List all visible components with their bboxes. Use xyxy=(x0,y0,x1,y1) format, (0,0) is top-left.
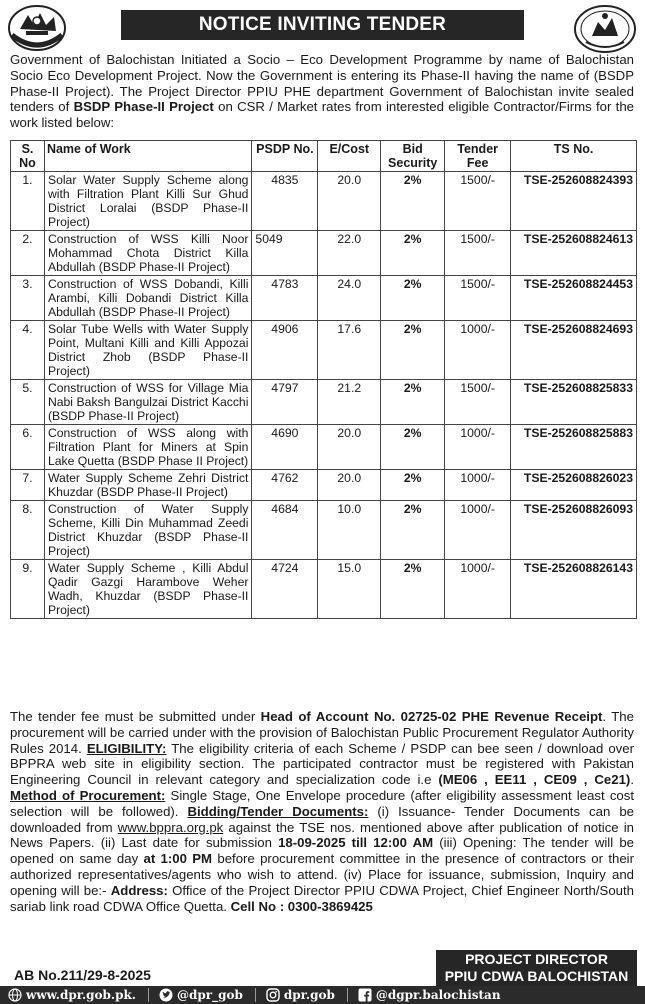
row-work-name: Construction of Water Supply Scheme, Killi Din Muhammad Zeedi District Khuzdar (BSDP Phase-II Project) xyxy=(44,501,251,560)
ab-number: AB No.211/29-8-2025 xyxy=(14,967,151,983)
table-row xyxy=(11,276,637,321)
row-estimated-cost: 24.0 xyxy=(318,276,381,321)
row-work-name: Solar Tube Wells with Water Supply Point, Multani Killi and Killi Appozai District Zhob (BSDP Phase-II Project) xyxy=(44,321,251,380)
notice-title: NOTICE INVITING TENDER xyxy=(121,10,524,40)
director-title: PROJECT DIRECTOR xyxy=(465,951,608,967)
row-psdp-no: 4724 xyxy=(252,560,318,619)
row-work-name: Construction of WSS Dobandi, Killi Arambi, Killi Dobandi District Killa Abdullah (BSDP Phase-II Project) xyxy=(44,276,251,321)
row-work-name: Construction of WSS along with Filtration Plant for Miners at Spin Lake Quetta (BSDP Phase II Project) xyxy=(44,425,251,470)
row-estimated-cost: 20.0 xyxy=(318,172,381,231)
row-ts-no: TSE-252608824393 xyxy=(511,172,637,231)
table-row xyxy=(11,380,637,425)
row-estimated-cost: 20.0 xyxy=(318,470,381,501)
facebook-icon xyxy=(358,988,372,1002)
tender-table xyxy=(10,140,637,619)
row-estimated-cost: 21.2 xyxy=(318,380,381,425)
row-ts-no: TSE-252608825883 xyxy=(511,425,637,470)
submission-deadline: 18-09-2025 till 12:00 AM xyxy=(278,835,434,851)
row-sno: 6. xyxy=(11,425,45,470)
header-psdp: PSDP No. xyxy=(252,141,318,172)
row-psdp-no: 4906 xyxy=(252,321,318,380)
row-bid-security: 2% xyxy=(381,231,445,276)
row-work-name: Solar Water Supply Scheme along with Filtration Plant Killi Sur Ghud District Loralai (BSDP Phase-II Project) xyxy=(44,172,251,231)
footer-bar xyxy=(0,986,645,1004)
row-bid-security: 2% xyxy=(381,425,445,470)
row-estimated-cost: 20.0 xyxy=(318,425,381,470)
row-work-name: Water Supply Scheme Zehri District Khuzdar (BSDP Phase-II Project) xyxy=(44,470,251,501)
row-tender-fee: 1500/- xyxy=(445,231,511,276)
row-ts-no: TSE-252608826143 xyxy=(511,560,637,619)
terms-paragraph: The tender fee must be submitted under Head of Account No. 02725-02 PHE Revenue Receipt. The procurement will be carried under with the provision of Balochistan Public Procurement Regulator Authority Rules 2014. ELIGIBILITY: The eligibility criteria of each Scheme / PSDP can bee seen / download over BPPRA web site in eligibility section. The participated contractor must be registered with Pakistan Engineering Council in relevant category and specialization code i.e (ME06 , EE11 , CE09 , Ce21). Method of Procurement: Single Stage, One Envelope procedure (after eligibility assessment least cost selection will be followed). Bidding/Tender Documents: (i) Issuance- Tender Documents can be downloaded from www.bppra.org.pk against the TSE nos. mentioned above after publication of notice in News Papers. (ii) Last date for submission 18-09-2025 till 12:00 AM (iii) Opening: The tender will be opened on same day at 1:00 PM before procurement committee in the presence of contractors or their authorized representatives/agents who wish to attend. (iv) Place for issuance, submission, Inquiry and opening will be:- Address: Office of the Project Director PPIU CDWA Project, Chief Engineer North/South sariab link road CDWA Office Quetta. Cell No : 0300-3869425 xyxy=(10,709,635,914)
intro-text: Government of Balochistan Initiated a Socio – Eco Development Programme by name of Balochistan Socio Eco Development Project. Now the Government is entering its Phase-II having the name of (BSDP Phase-II Project). The Project Director PPIU PHE department Government of Balochistan invite sealed tenders of xyxy=(10,52,634,115)
row-ts-no: TSE-252608825833 xyxy=(511,380,637,425)
table-row xyxy=(11,172,637,231)
row-sno: 1. xyxy=(11,172,45,231)
row-work-name: Water Supply Scheme , Killi Abdul Qadir Gazgi Harambove Weher Wadh, Khuzdar (BSDP Phase-II Project) xyxy=(44,560,251,619)
row-bid-security: 2% xyxy=(381,380,445,425)
row-sno: 2. xyxy=(11,231,45,276)
footer-instagram[interactable]: dpr.gob xyxy=(266,988,335,1002)
bidding-documents-heading: Bidding/Tender Documents: xyxy=(187,803,369,819)
row-estimated-cost: 22.0 xyxy=(318,231,381,276)
row-psdp-no: 4762 xyxy=(252,470,318,501)
globe-icon xyxy=(8,988,22,1002)
row-bid-security: 2% xyxy=(381,172,445,231)
row-ts-no: TSE-252608824613 xyxy=(511,231,637,276)
row-ts-no: TSE-252608824693 xyxy=(511,321,637,380)
row-sno: 9. xyxy=(11,560,45,619)
row-ts-no: TSE-252608826023 xyxy=(511,470,637,501)
row-psdp-no: 4684 xyxy=(252,501,318,560)
header-work: Name of Work xyxy=(44,141,251,172)
row-tender-fee: 1500/- xyxy=(445,380,511,425)
table-row xyxy=(11,321,637,380)
footer-twitter[interactable]: @dpr_gob xyxy=(159,988,243,1002)
address-label: Address: xyxy=(110,882,168,898)
row-bid-security: 2% xyxy=(381,501,445,560)
footer-divider xyxy=(347,988,348,1002)
row-tender-fee: 1000/- xyxy=(445,425,511,470)
row-sno: 8. xyxy=(11,501,45,560)
eligibility-heading: ELIGIBILITY: xyxy=(86,740,167,756)
table-row xyxy=(11,231,637,276)
cell-number: Cell No : 0300-3869425 xyxy=(230,898,373,914)
instagram-icon xyxy=(266,988,280,1002)
procurement-method-heading: Method of Procurement: xyxy=(10,787,166,803)
row-sno: 3. xyxy=(11,276,45,321)
signature-box xyxy=(436,950,637,986)
row-ts-no: TSE-252608826093 xyxy=(511,501,637,560)
row-work-name: Construction of WSS Killi Noor Mohammad Chota District Killa Abdullah (BSDP Phase-II Project) xyxy=(44,231,251,276)
project-name: BSDP Phase-II Project xyxy=(73,99,214,115)
row-psdp-no: 5049 xyxy=(252,231,318,276)
twitter-icon xyxy=(159,988,173,1002)
specialization-codes: (ME06 , EE11 , CE09 , Ce21) xyxy=(438,772,631,788)
row-psdp-no: 4690 xyxy=(252,425,318,470)
row-estimated-cost: 15.0 xyxy=(318,560,381,619)
table-row xyxy=(11,560,637,619)
footer-facebook[interactable]: @dgpr.balochistan xyxy=(358,988,501,1002)
row-sno: 7. xyxy=(11,470,45,501)
row-sno: 5. xyxy=(11,380,45,425)
row-bid-security: 2% xyxy=(381,470,445,501)
row-bid-security: 2% xyxy=(381,560,445,619)
row-ts-no: TSE-252608824453 xyxy=(511,276,637,321)
header-tender-fee: Tender Fee xyxy=(445,141,511,172)
table-row xyxy=(11,470,637,501)
row-psdp-no: 4783 xyxy=(252,276,318,321)
header-ts-no: TS No. xyxy=(511,141,637,172)
header-cost: E/Cost xyxy=(318,141,381,172)
row-estimated-cost: 17.6 xyxy=(318,321,381,380)
row-tender-fee: 1000/- xyxy=(445,560,511,619)
head-of-account: Head of Account No. 02725-02 PHE Revenue Receipt xyxy=(260,709,603,724)
footer-divider xyxy=(148,988,149,1002)
table-header-row xyxy=(11,141,637,172)
header-bid-security: Bid Security xyxy=(381,141,445,172)
row-tender-fee: 1000/- xyxy=(445,321,511,380)
row-tender-fee: 1500/- xyxy=(445,172,511,231)
opening-time: at 1:00 PM xyxy=(143,851,213,867)
director-office: PPIU CDWA BALOCHISTAN xyxy=(444,968,629,984)
bppra-link[interactable]: www.bppra.org.pk xyxy=(117,819,224,835)
row-bid-security: 2% xyxy=(381,276,445,321)
row-psdp-no: 4797 xyxy=(252,380,318,425)
footer-divider xyxy=(255,988,256,1002)
row-tender-fee: 1000/- xyxy=(445,470,511,501)
row-sno: 4. xyxy=(11,321,45,380)
table-row xyxy=(11,425,637,470)
intro-text-end: on CSR / Market rates from interested eligible Contractor/Firms for the work listed below: xyxy=(10,99,635,131)
row-bid-security: 2% xyxy=(381,321,445,380)
footer-website[interactable]: www.dpr.gob.pk. xyxy=(8,988,136,1002)
dgpr-seal-icon xyxy=(572,4,638,54)
row-tender-fee: 1500/- xyxy=(445,276,511,321)
row-estimated-cost: 10.0 xyxy=(318,501,381,560)
intro-paragraph xyxy=(10,52,634,131)
row-tender-fee: 1000/- xyxy=(445,501,511,560)
row-work-name: Construction of WSS for Village Mia Nabi Baksh Bangulzai District Kacchi (BSDP Phase-II Project) xyxy=(44,380,251,425)
table-row xyxy=(11,501,637,560)
row-psdp-no: 4835 xyxy=(252,172,318,231)
balochistan-emblem-icon xyxy=(6,3,68,53)
header-sno: S. No xyxy=(11,141,45,172)
